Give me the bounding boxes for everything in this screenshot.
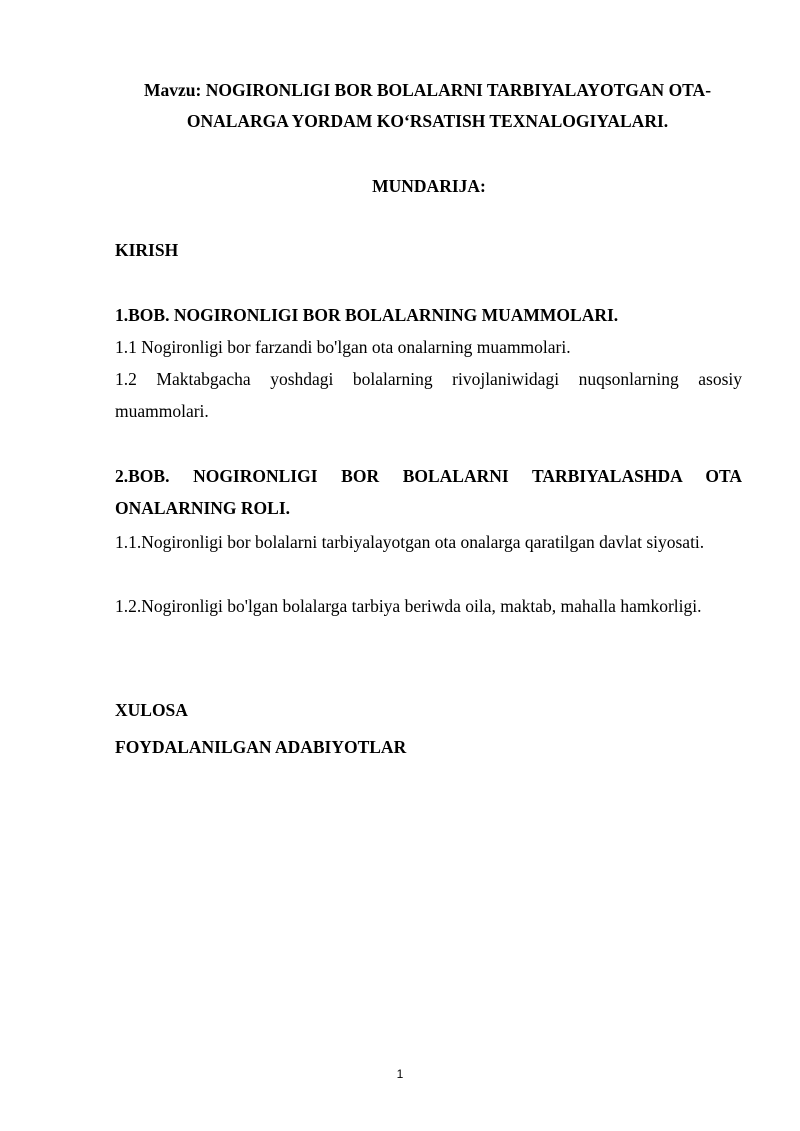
chapter1-item-2: 1.2 Maktabgacha yoshdagi bolalarning rivojlaniwidagi nuqsonlarning asosiy muammolari. bbox=[115, 369, 742, 421]
chapter1-heading: 1.BOB. NOGIRONLIGI BOR BOLALARNING MUAMMOLARI. bbox=[115, 305, 619, 325]
chapter1-item-1: 1.1 Nogironligi bor farzandi bo'lgan ota onalarning muammolari. bbox=[115, 337, 571, 357]
chapter2-item-2: 1.2.Nogironligi bo'lgan bolalarga tarbiya beriwda oila, maktab, mahalla hamkorligi. bbox=[115, 596, 702, 616]
chapter2-heading: 2.BOB. NOGIRONLIGI BOR BOLALARNI TARBIYALASHDA OTA ONALARNING ROLI. bbox=[115, 466, 742, 518]
references-heading: FOYDALANILGAN ADABIYOTLAR bbox=[115, 737, 407, 757]
page-number: 1 bbox=[396, 1067, 404, 1081]
intro-heading: KIRISH bbox=[115, 240, 179, 260]
document-title: Mavzu: NOGIRONLIGI BOR BOLALARNI TARBIYALAYOTGAN OTA-ONALARGA YORDAM KOʻRSATISH TEXNALOGIYALARI. bbox=[143, 80, 712, 131]
conclusion-heading: XULOSA bbox=[115, 700, 188, 720]
contents-heading: MUNDARIJA: bbox=[372, 176, 486, 196]
chapter2-item-1: 1.1.Nogironligi bor bolalarni tarbiyalayotgan ota onalarga qaratilgan davlat siyosati. bbox=[115, 532, 705, 552]
